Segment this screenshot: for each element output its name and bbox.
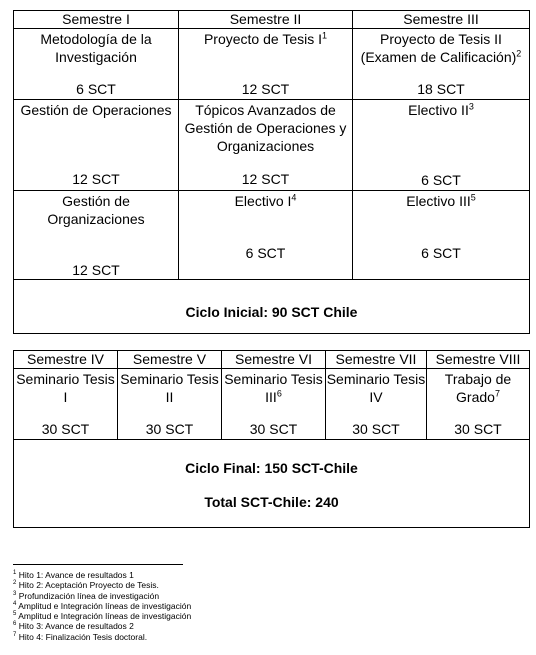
semester-header: Semestre I	[14, 11, 179, 29]
ciclo-final-summary: Ciclo Final: 150 SCT-Chile	[185, 460, 358, 476]
footnote: $^5$ Amplitud e Integración líneas de investigación	[13, 611, 192, 622]
course-title: Gestión de Operaciones	[20, 102, 172, 118]
course-cell	[353, 191, 530, 280]
course-sct: 12 SCT	[241, 171, 290, 187]
course-cell	[326, 369, 427, 440]
total-sct: Total SCT-Chile: 240	[204, 494, 339, 510]
semester-header: Semestre III	[353, 11, 530, 29]
course-cell	[14, 369, 118, 440]
footnote-ref: 4	[291, 192, 297, 203]
course-cell	[427, 369, 530, 440]
course-sct: 12 SCT	[72, 262, 120, 278]
footnote: $^3$ Profundización línea de investigación	[13, 590, 160, 601]
course-title: Trabajo de Grado	[444, 371, 512, 405]
course-title: Electivo II	[408, 102, 469, 118]
course-sct: 30 SCT	[145, 421, 194, 437]
course-cell	[353, 29, 530, 100]
semester-header-row	[14, 351, 530, 369]
semester-header-row	[14, 11, 530, 29]
footnote: $^1$ Hito 1: Avance de resultados 1	[13, 570, 134, 580]
course-sct: 12 SCT	[241, 81, 290, 97]
course-cell	[14, 29, 179, 100]
summary-cell	[14, 440, 530, 528]
course-cell	[179, 29, 353, 100]
course-sct: 30 SCT	[41, 421, 90, 437]
footnote: $^2$ Hito 2: Aceptación Proyecto de Tesis.	[13, 580, 159, 591]
course-row	[14, 29, 530, 100]
course-title: Metodología de la Investigación	[40, 31, 152, 65]
course-sct: 6 SCT	[76, 81, 116, 97]
footnote-ref: 3	[468, 101, 474, 112]
footnote: $^4$ Amplitud e Integración líneas de investigación	[13, 600, 192, 611]
summary-cell	[14, 280, 530, 334]
ciclo-inicial-summary: Ciclo Inicial: 90 SCT Chile	[185, 303, 358, 320]
course-sct: 30 SCT	[352, 421, 400, 437]
ciclo-final-table	[13, 350, 530, 528]
course-cell	[353, 100, 530, 191]
course-row	[14, 100, 530, 191]
course-cell	[179, 191, 353, 280]
course-sct: 6 SCT	[421, 172, 461, 188]
course-title: Seminario Tesis II	[120, 371, 219, 405]
semester-header: Semestre IV	[14, 351, 118, 369]
footnote-ref: 6	[276, 388, 282, 399]
course-title: Seminario Tesis I	[16, 371, 115, 405]
semester-header: Semestre V	[118, 351, 222, 369]
semester-header: Semestre II	[179, 11, 353, 29]
footnote: $^7$ Hito 4: Finalización Tesis doctoral.	[13, 631, 148, 642]
ciclo-inicial-table	[13, 10, 530, 334]
course-title: Electivo III	[406, 193, 471, 209]
course-sct: 30 SCT	[454, 421, 502, 437]
semester-header: Semestre VII	[326, 351, 427, 369]
course-title: Proyecto de Tesis I	[203, 31, 322, 47]
course-sct: 6 SCT	[245, 245, 286, 261]
course-title: Seminario Tesis III	[224, 371, 323, 405]
semester-header: Semestre VIII	[427, 351, 530, 369]
footnote-separator	[13, 564, 183, 565]
course-title: Tópicos Avanzados de Gestión de Operaciones y Organizaciones	[184, 102, 347, 154]
course-row	[14, 369, 530, 440]
course-sct: 12 SCT	[72, 171, 120, 187]
summary-row	[14, 440, 530, 528]
course-sct: 6 SCT	[421, 245, 461, 261]
course-title: Gestión de Organizaciones	[47, 193, 145, 227]
course-sct: 30 SCT	[249, 421, 298, 437]
course-cell	[222, 369, 326, 440]
footnote: $^6$ Hito 3: Avance de resultados 2	[13, 621, 134, 632]
course-cell	[14, 100, 179, 191]
semester-header: Semestre VI	[222, 351, 326, 369]
course-title: Seminario Tesis IV	[326, 371, 426, 405]
footnotes	[13, 570, 191, 642]
course-cell	[14, 191, 179, 280]
footnote-ref: 2	[516, 48, 522, 59]
footnote-ref: 7	[494, 388, 500, 399]
course-title: Electivo I	[234, 193, 292, 209]
footnote-ref: 5	[470, 192, 476, 203]
footnote-ref: 1	[322, 30, 328, 41]
course-cell	[179, 100, 353, 191]
course-sct: 18 SCT	[417, 81, 465, 97]
course-row	[14, 191, 530, 280]
course-cell	[118, 369, 222, 440]
course-title: Proyecto de Tesis II (Examen de Calificación)	[360, 31, 517, 65]
summary-row	[14, 280, 530, 334]
